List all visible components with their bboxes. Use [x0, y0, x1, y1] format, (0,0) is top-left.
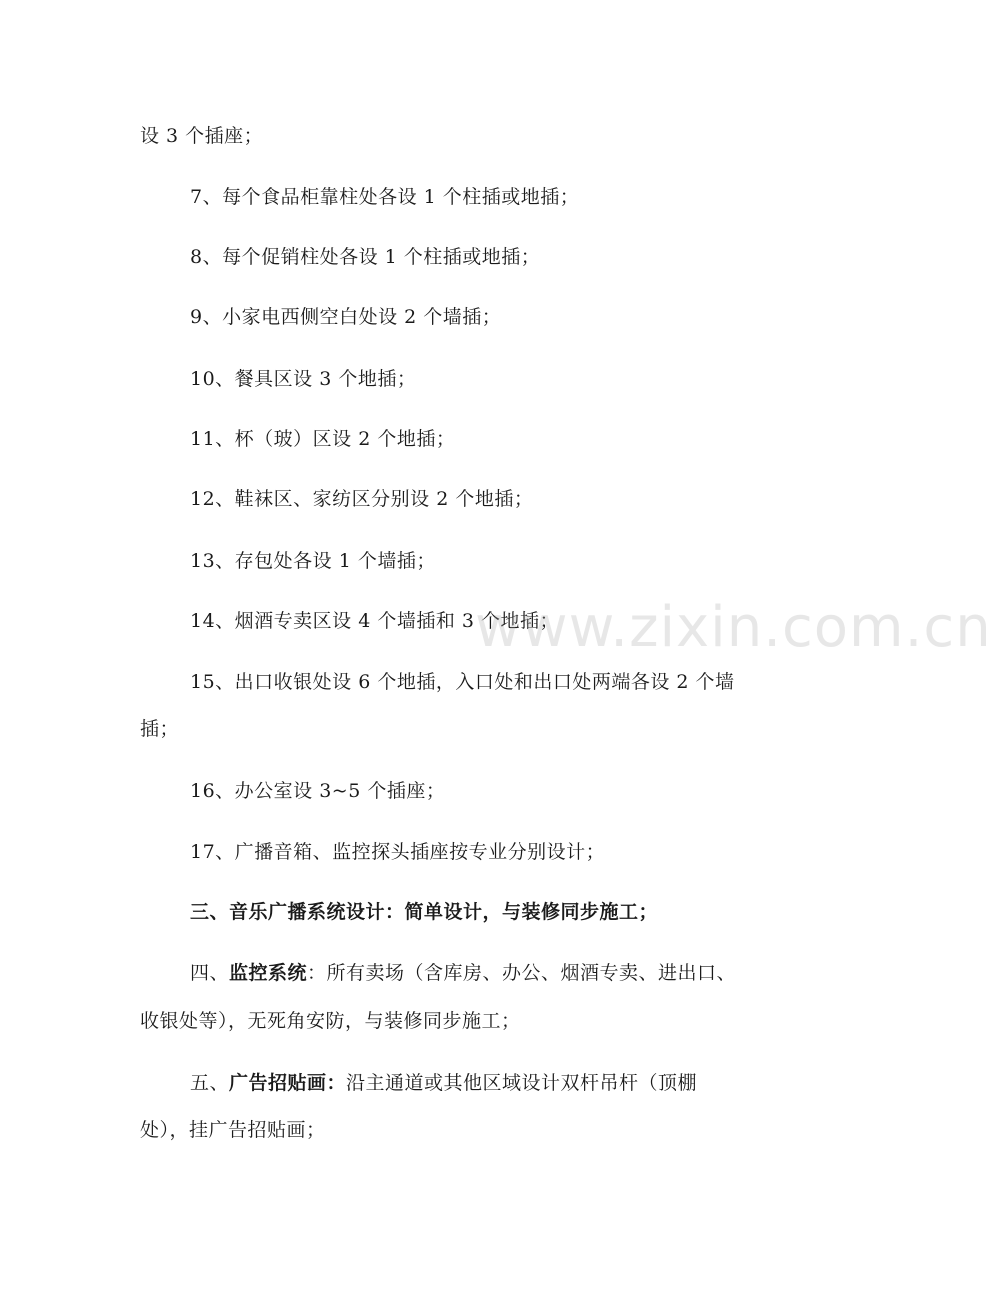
- watermark: www.zixin.com.cn: [475, 595, 992, 660]
- section-line: [190, 961, 736, 985]
- text-line: 插；: [140, 718, 180, 740]
- list-item: 15、出口收银处设 6 个地插，入口处和出口处两端各设 2 个墙: [190, 671, 735, 693]
- section-heading: 三、音乐广播系统设计：简单设计，与装修同步施工；: [190, 901, 659, 923]
- list-item: 9、小家电西侧空白处设 2 个墙插；: [190, 306, 502, 328]
- section-number: 四、: [190, 962, 230, 984]
- list-item: 13、存包处各设 1 个墙插；: [190, 550, 436, 572]
- text-line: 处），挂广告招贴画；: [140, 1119, 326, 1141]
- list-item: 7、每个食品柜靠柱处各设 1 个柱插或地插；: [190, 186, 580, 208]
- section-title: 监控系统: [229, 962, 308, 984]
- list-item: 11、杯（玻）区设 2 个地插；: [190, 428, 456, 450]
- list-item: 16、办公室设 3~5 个插座；: [190, 780, 446, 802]
- section-text: 沿主通道或其他区域设计双杆吊杆（顶棚: [346, 1072, 698, 1094]
- section-title: 广告招贴画：: [229, 1072, 347, 1094]
- section-number: 五、: [190, 1072, 230, 1094]
- list-item: 17、广播音箱、监控探头插座按专业分别设计；: [190, 841, 606, 863]
- list-item: 8、每个促销柱处各设 1 个柱插或地插；: [190, 246, 541, 268]
- text-line: 设 3 个插座；: [140, 125, 264, 147]
- list-item: 10、餐具区设 3 个地插；: [190, 368, 417, 390]
- list-item: 14、烟酒专卖区设 4 个墙插和 3 个地插；: [190, 610, 560, 632]
- section-text: ：所有卖场（含库房、办公、烟酒专卖、进出口、: [307, 962, 737, 984]
- text-line: 收银处等），无死角安防，与装修同步施工；: [140, 1010, 521, 1032]
- section-line: [190, 1071, 697, 1095]
- list-item: 12、鞋袜区、家纺区分别设 2 个地插；: [190, 488, 534, 510]
